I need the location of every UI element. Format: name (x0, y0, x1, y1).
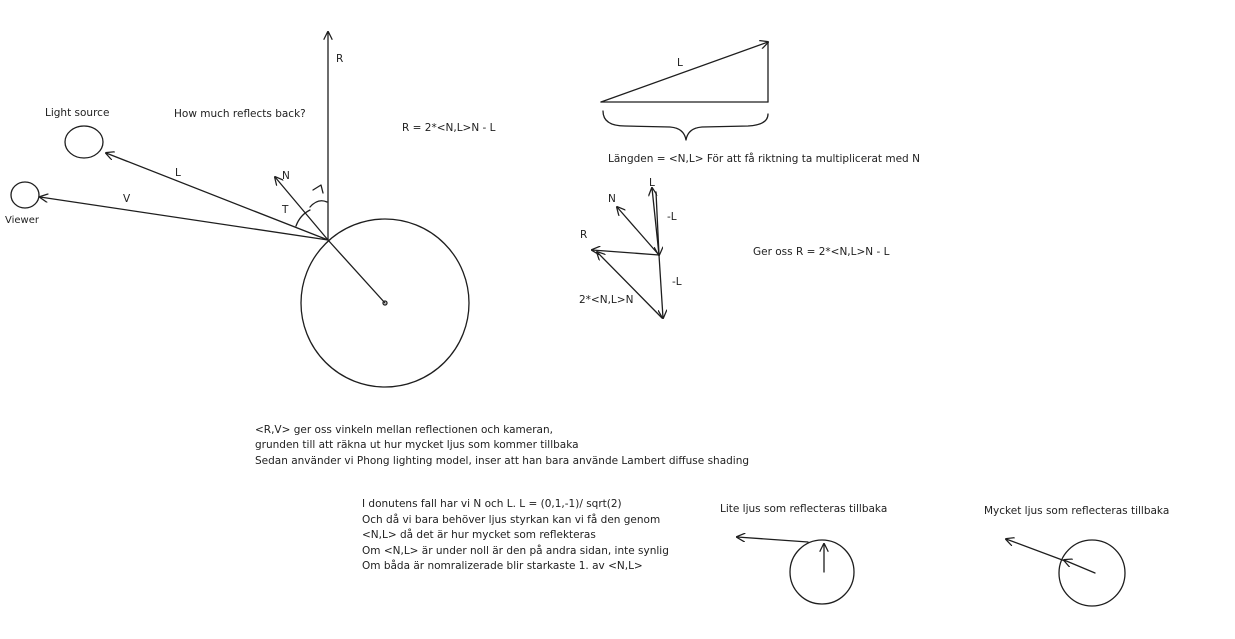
result-formula: Ger oss R = 2*<N,L>N - L (753, 246, 890, 258)
small-N-vector (617, 207, 659, 255)
paragraph-1-line-2: grunden till att räkna ut hur mycket ljus som kommer tillbaka (255, 439, 579, 451)
V-label: V (123, 193, 131, 205)
main-formula: R = 2*<N,L>N - L (402, 122, 496, 134)
small-minus-L-2 (659, 255, 663, 318)
paragraph-2-line-5: Om båda är nomralizerade blir starkaste 1. av <N,L> (362, 560, 643, 572)
light-vector-L (106, 153, 328, 240)
angle-arc-right (310, 201, 327, 207)
normal-line-through-sphere (328, 240, 385, 303)
paragraph-2 (362, 498, 672, 572)
L-label: L (175, 167, 181, 179)
minus-L-label-1: -L (667, 211, 677, 223)
viewer-circle (11, 182, 39, 208)
R-label: R (336, 53, 344, 65)
light-source-circle (65, 126, 103, 158)
light-source-label: Light source (45, 107, 110, 119)
little-light-reflection (737, 537, 808, 542)
N-label: N (282, 170, 290, 182)
paragraph-1-line-3: Sedan använder vi Phong lighting model, inser att han bara använde Lambert diffuse shading (255, 455, 750, 467)
little-light-label: Lite ljus som reflecteras tillbaka (720, 503, 888, 515)
paragraph-2-line-4: Om <N,L> är under noll är den på andra sidan, inte synlig (362, 545, 669, 557)
much-light-sphere (1059, 540, 1125, 606)
triangle-brace (603, 111, 768, 140)
paragraph-2-line-1: I donutens fall har vi N och L. L = (0,1,-1)/ sqrt(2) (362, 498, 622, 510)
angle-arc-left (296, 210, 310, 226)
angle-mark-upper (313, 185, 323, 193)
theta-label: T (282, 204, 289, 216)
small-N-label: N (608, 193, 616, 205)
small-R-label: R (580, 229, 588, 241)
small-2NL-N-vector (597, 252, 662, 318)
much-light-reflection (1006, 539, 1065, 561)
question-text: How much reflects back? (174, 108, 306, 120)
much-light-label: Mycket ljus som reflecteras tillbaka (984, 505, 1170, 517)
triangle-L-label: L (677, 57, 683, 69)
length-note: Längden = <N,L> För att få riktning ta multiplicerat med N (608, 153, 920, 165)
small-R-vector (592, 250, 659, 255)
viewer-label: Viewer (5, 215, 39, 226)
much-light-normal (1064, 560, 1095, 573)
small-L-label: L (649, 177, 655, 189)
paragraph-2-line-2: Och då vi bara behöver ljus styrkan kan vi få den genom (362, 514, 661, 526)
paragraph-1 (255, 424, 749, 467)
little-light-sphere (790, 540, 854, 604)
triangle-L-hypotenuse (601, 42, 768, 102)
two-NL-N-label: 2*<N,L>N (579, 294, 634, 306)
paragraph-1-line-1: <R,V> ger oss vinkeln mellan reflectionen och kameran, (255, 424, 553, 436)
paragraph-2-line-3: <N,L> då det är hur mycket som reflekteras (362, 529, 596, 541)
minus-L-label-2: -L (672, 276, 682, 288)
